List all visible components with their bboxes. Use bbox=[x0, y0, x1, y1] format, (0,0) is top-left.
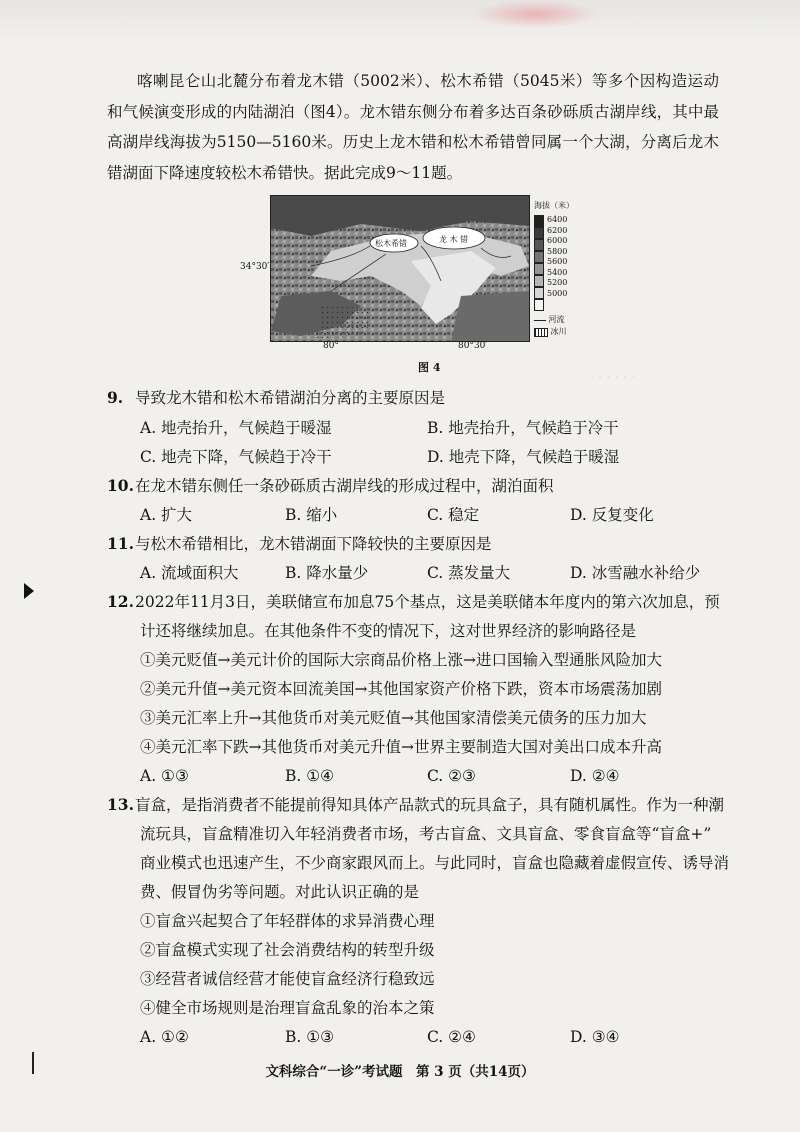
legend-value: 5600 bbox=[547, 257, 568, 266]
q13-statement-4: ④健全市场规则是治理盲盒乱象的治本之策 bbox=[140, 999, 435, 1017]
q12-option-a: A. ①③ bbox=[140, 767, 189, 785]
longitude-label-80-30: 80°30′ bbox=[458, 341, 488, 351]
passage-text: 喀喇昆仑山北麓分布着龙木错（5002米）、松木希错（5045米）等多个因构造运动和气候演变形成的内陆湖泊（图4）。龙木错东侧分布着多达百条砂砾质古湖岸线，其中最高湖岸线海拔为5150—5160米。历史上龙木错和松木希错曾同属一个大湖，分离后龙木错湖面下降速度较松木希错快。据此完成9～11题。 bbox=[107, 72, 719, 182]
question-number: 11. bbox=[107, 534, 134, 553]
q13-option-d: D. ③④ bbox=[570, 1028, 620, 1046]
legend-swatch bbox=[534, 251, 544, 263]
legend-value: 5400 bbox=[547, 267, 568, 277]
question-stem: 导致龙木错和松木希错湖泊分离的主要原因是 bbox=[135, 389, 446, 407]
question-number: 9. bbox=[107, 388, 124, 407]
q13-option-c: C. ②④ bbox=[427, 1028, 476, 1046]
question-stem-line-2: 计还将继续加息。在其他条件不变的情况下，这对世界经济的影响路径是 bbox=[140, 622, 637, 640]
scan-shadow bbox=[0, 0, 800, 40]
q12-statement-2: ②美元升值→美元资本回流美国→其他国家资产价格下跌，资本市场震荡加剧 bbox=[140, 680, 662, 698]
legend-value: 6400 bbox=[547, 215, 568, 224]
question-11 bbox=[107, 534, 492, 554]
q9-option-b: B. 地壳抬升，气候趋于冷干 bbox=[427, 419, 619, 437]
q11-option-a: A. 流域面积大 bbox=[140, 564, 239, 582]
question-stem-line-1: 盲盒，是指消费者不能提前得知具体产品款式的玩具盒子，具有随机属性。作为一种潮 bbox=[135, 796, 725, 814]
q12-statement-4: ④美元汇率下跌→其他货币对美元升值→世界主要制造大国对美出口成本升高 bbox=[140, 738, 662, 756]
question-stem-line-2: 流玩具，盲盒精准切入年轻消费者市场，考古盲盒、文具盲盒、零食盲盒等“盲盒+” bbox=[140, 825, 712, 843]
q12-statement-1: ①美元贬值→美元计价的国际大宗商品价格上涨→进口国输入型通胀风险加大 bbox=[140, 651, 662, 669]
glacier-symbol-icon bbox=[534, 328, 548, 337]
question-stem-line-1: 2022年11月3日，美联储宣布加息75个基点，这是美联储本年度内的第六次加息，预 bbox=[135, 593, 720, 611]
q12-option-c: C. ②③ bbox=[427, 767, 476, 785]
longitude-label-80: 80° bbox=[323, 341, 339, 351]
legend-swatch bbox=[534, 239, 544, 251]
q9-option-c: C. 地壳下降，气候趋于冷干 bbox=[140, 448, 332, 466]
q10-option-c: C. 稳定 bbox=[427, 506, 480, 524]
question-9 bbox=[107, 388, 445, 408]
question-stem-line-4: 费、假冒伪劣等问题。对此认识正确的是 bbox=[140, 883, 420, 901]
passage bbox=[107, 66, 719, 188]
question-13 bbox=[107, 795, 724, 815]
q10-option-b: B. 缩小 bbox=[285, 506, 338, 524]
legend-swatch bbox=[534, 263, 544, 275]
question-number: 13. bbox=[107, 795, 134, 814]
legend-swatch bbox=[534, 299, 544, 311]
legend-value: 6000 bbox=[547, 236, 568, 245]
red-stamp-bleed bbox=[470, 0, 600, 28]
figure-4 bbox=[240, 195, 575, 351]
question-stem: 在龙木错东侧任一条砂砾质古湖岸线的形成过程中，湖泊面积 bbox=[135, 477, 554, 495]
q13-option-a: A. ①② bbox=[140, 1028, 189, 1046]
page-footer: 文科综合“一诊”考试题 第 3 页（共14页） bbox=[265, 1064, 535, 1080]
lake-label-longmu: 龙 木 错 bbox=[439, 235, 469, 244]
map-legend bbox=[534, 201, 579, 337]
legend-river: 河流 bbox=[534, 315, 579, 325]
river-symbol-icon bbox=[534, 320, 546, 321]
q13-statement-1: ①盲盒兴起契合了年轻群体的求异消费心理 bbox=[140, 912, 435, 930]
q9-option-a: A. 地壳抬升，气候趋于暖湿 bbox=[140, 419, 332, 437]
question-stem-line-3: 商业模式也迅速产生，不少商家跟风而上。与此同时，盲盒也隐藏着虚假宣传、诱导消 bbox=[140, 854, 730, 872]
q13-statement-2: ②盲盒模式实现了社会消费结构的转型升级 bbox=[140, 941, 435, 959]
legend-glacier: 冰川 bbox=[534, 327, 579, 337]
legend-value: 5000 bbox=[547, 288, 568, 298]
legend-value: 6200 bbox=[547, 225, 568, 235]
legend-value: 5200 bbox=[547, 278, 568, 287]
question-number: 12. bbox=[107, 592, 134, 611]
legend-value: 5800 bbox=[547, 246, 568, 256]
q10-option-d: D. 反复变化 bbox=[570, 506, 654, 524]
q11-option-c: C. 蒸发量大 bbox=[427, 564, 511, 582]
bleed-through-text: · · · · · · bbox=[590, 370, 636, 385]
legend-swatch bbox=[534, 275, 544, 287]
figure-caption: 图 4 bbox=[418, 361, 441, 374]
q11-option-b: B. 降水量少 bbox=[285, 564, 369, 582]
q12-option-b: B. ①④ bbox=[285, 767, 335, 785]
topographic-map bbox=[270, 195, 530, 342]
scan-margin-mark bbox=[32, 1052, 34, 1074]
question-12 bbox=[107, 592, 720, 612]
question-10 bbox=[107, 476, 554, 496]
legend-swatch bbox=[534, 215, 544, 227]
lake-label-songmuxi: 松木希错 bbox=[375, 239, 407, 248]
q12-statement-3: ③美元汇率上升→其他货币对美元贬值→其他国家清偿美元债务的压力加大 bbox=[140, 709, 647, 727]
elevation-scale bbox=[534, 215, 579, 311]
q13-statement-3: ③经营者诚信经营才能使盲盒经济行稳致远 bbox=[140, 970, 435, 988]
latitude-label: 34°30′ bbox=[240, 262, 270, 272]
legend-swatch bbox=[534, 287, 544, 299]
q10-option-a: A. 扩大 bbox=[140, 506, 193, 524]
q11-option-d: D. 冰雪融水补给少 bbox=[570, 564, 701, 582]
question-stem: 与松木希错相比，龙木错湖面下降较快的主要原因是 bbox=[135, 535, 492, 553]
q9-option-d: D. 地壳下降，气候趋于暖湿 bbox=[427, 448, 620, 466]
q13-option-b: B. ①③ bbox=[285, 1028, 335, 1046]
q12-option-d: D. ②④ bbox=[570, 767, 620, 785]
page-arrow-icon bbox=[24, 583, 34, 599]
legend-swatch bbox=[534, 227, 544, 239]
legend-title: 海拔（米） bbox=[534, 201, 574, 210]
question-number: 10. bbox=[107, 476, 134, 495]
